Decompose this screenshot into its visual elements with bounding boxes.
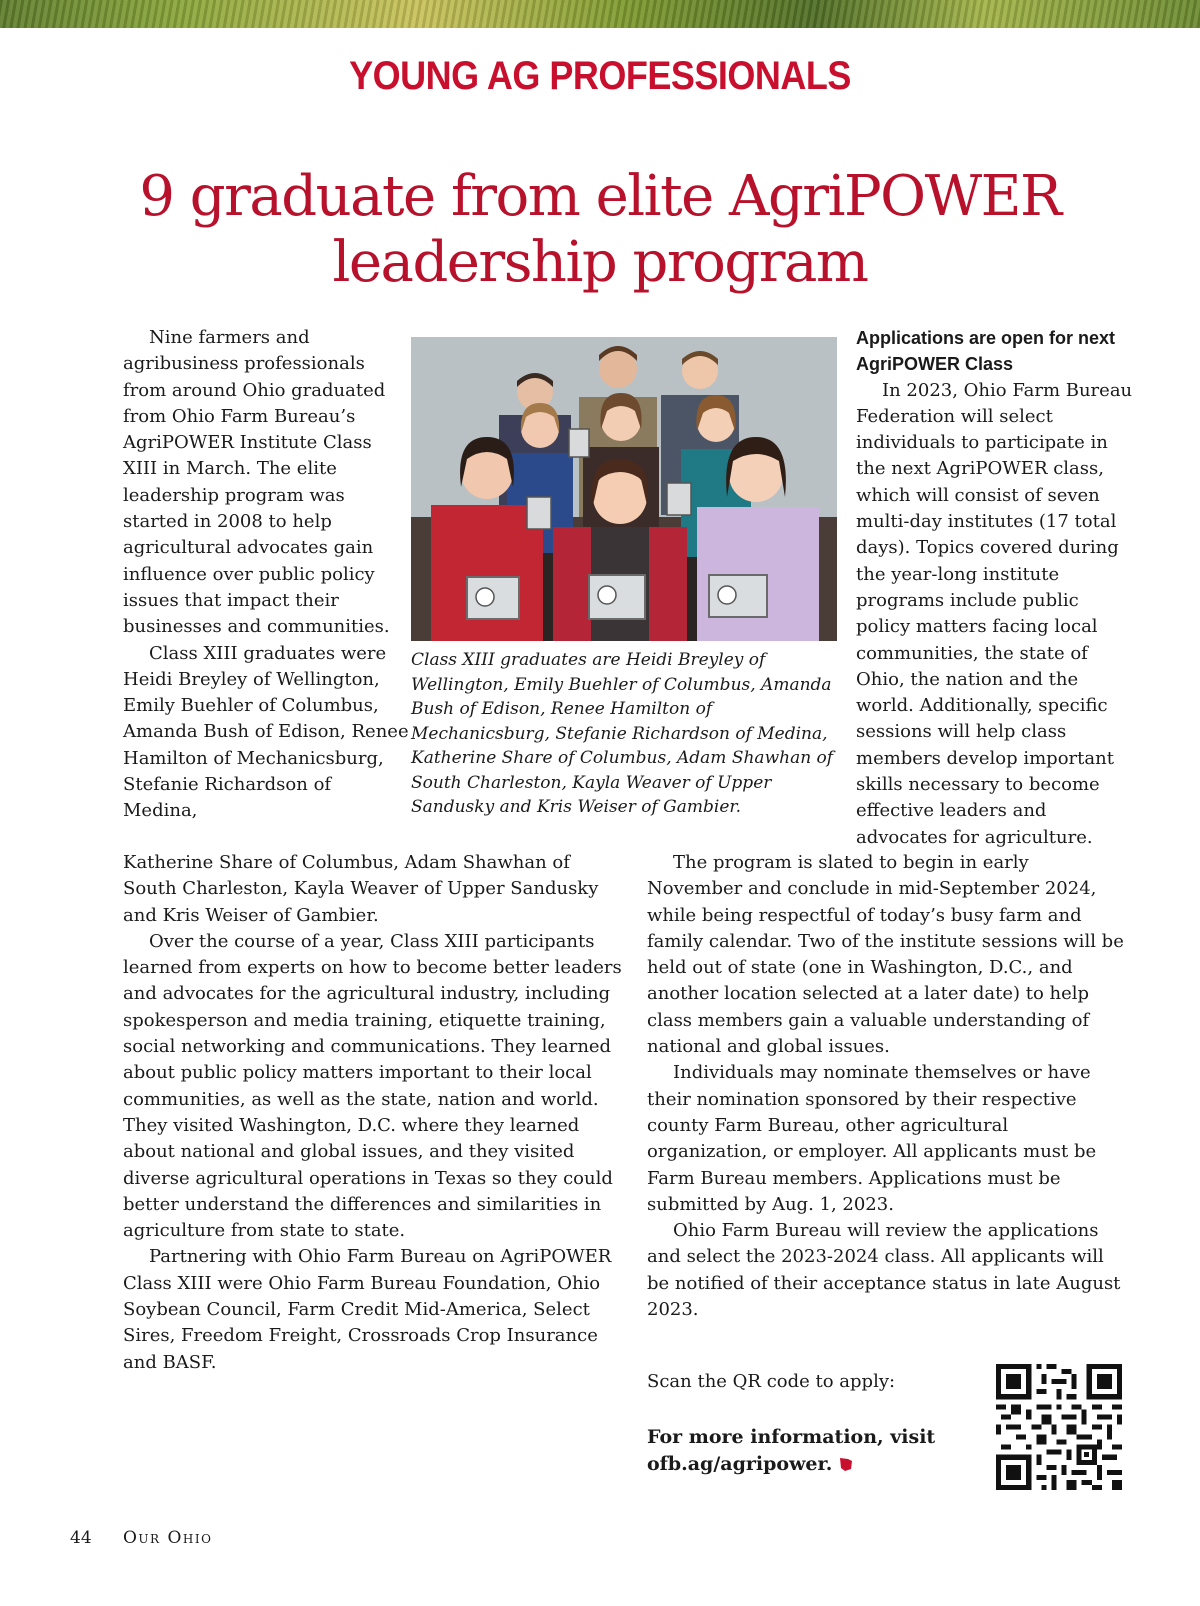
more-info bbox=[647, 1424, 935, 1480]
body-column-lower-left bbox=[123, 850, 623, 1376]
body-paragraph: The program is slated to begin in early November and conclude in mid-September 2024, while being respectful of today’s busy farm and family calendar. Two of the institute sessions will be held out of state (one in Washington, D.C., and another location selected at a later date) to help class members gain a valuable understanding of national and global issues. bbox=[647, 852, 1124, 1058]
body-paragraph: Partnering with Ohio Farm Bureau on AgriPOWER Class XIII were Ohio Farm Bureau Foundation, Ohio Soybean Council, Farm Credit Mid-America, Select Sires, Freedom Freight, Crossroads Crop Insurance and BASF. bbox=[123, 1246, 612, 1373]
body-column-upper-left bbox=[123, 325, 410, 825]
body-column-lower-right bbox=[647, 850, 1125, 1323]
body-paragraph: Katherine Share of Columbus, Adam Shawhan of South Charleston, Kayla Weaver of Upper Sandusky and Kris Weiser of Gambier. bbox=[123, 852, 599, 926]
body-paragraph: Ohio Farm Bureau will review the applications and select the 2023-2024 class. All applicants will be notified of their acceptance status in late August 2023. bbox=[647, 1220, 1121, 1321]
body-paragraph: Class XIII graduates were Heidi Breyley of Wellington, Emily Buehler of Columbus, Amanda Bush of Edison, Renee Hamilton of Mechanicsburg, Stefanie Richardson of Medina, bbox=[123, 642, 409, 822]
agripower-link[interactable]: ofb.ag/agripower. bbox=[647, 1453, 833, 1475]
article-headline: 9 graduate from elite AgriPOWER leadership program bbox=[139, 164, 1061, 295]
ohio-state-icon bbox=[839, 1453, 853, 1480]
page-number: 44 bbox=[70, 1528, 92, 1548]
body-paragraph: In 2023, Ohio Farm Bureau Federation will select individuals to participate in the next AgriPOWER class, which will consist of seven multi-day institutes (17 total days). Topics covered during the year-long institute programs include public policy matters facing local communities, the state of Ohio, the nation and the world. Additionally, specific sessions will help class members develop important skills necessary to become effective leaders and advocates for agriculture. bbox=[856, 379, 1133, 848]
body-paragraph: Over the course of a year, Class XIII participants learned from experts on how to become better leaders and advocates for the agricultural industry, including spokesperson and media training, etiquette training, social networking and communications. They learned about public policy matters important to their local communities, as well as the state, nation and world. They visited Washington, D.C. where they learned about national and global issues, and they visited diverse agricultural operations in Texas so they could better understand the differences and similarities in agriculture from state to state. bbox=[123, 930, 622, 1242]
body-paragraph: Nine farmers and agribusiness professionals from around Ohio graduated from Ohio Farm Bureau’s AgriPOWER Institute Class XIII in March. The elite leadership program was started in 2008 to help agricultural advocates gain influence over public policy issues that impact their businesses and communities. bbox=[123, 327, 390, 638]
crop-field-banner bbox=[0, 0, 1200, 28]
more-info-text: For more information, visit bbox=[647, 1426, 936, 1448]
sidebar-heading: Applications are open for next AgriPOWER Class bbox=[856, 328, 1116, 375]
qr-prompt: Scan the QR code to apply: bbox=[647, 1371, 896, 1392]
body-paragraph: Individuals may nominate themselves or have their nomination sponsored by their respective county Farm Bureau, other agricultural organization, or employer. All applicants must be Farm Bureau members. Applications must be submitted by Aug. 1, 2023. bbox=[647, 1062, 1097, 1215]
publication-title: Our Ohio bbox=[123, 1528, 213, 1548]
section-label: YOUNG AG PROFESSIONALS bbox=[349, 52, 851, 98]
body-column-upper-right bbox=[856, 325, 1138, 851]
photo-caption: Class XIII graduates are Heidi Breyley of Wellington, Emily Buehler of Columbus, Amanda Bush of Edison, Renee Hamilton of Mechanicsburg, Stefanie Richardson of Medina, Katherine Share of Columbus, Adam Shawhan of South Charleston, Kayla Weaver of Upper Sandusky and Kris Weiser of Gambier. bbox=[411, 650, 834, 817]
apply-qr-code[interactable] bbox=[996, 1364, 1122, 1490]
graduates-photo bbox=[411, 337, 837, 641]
